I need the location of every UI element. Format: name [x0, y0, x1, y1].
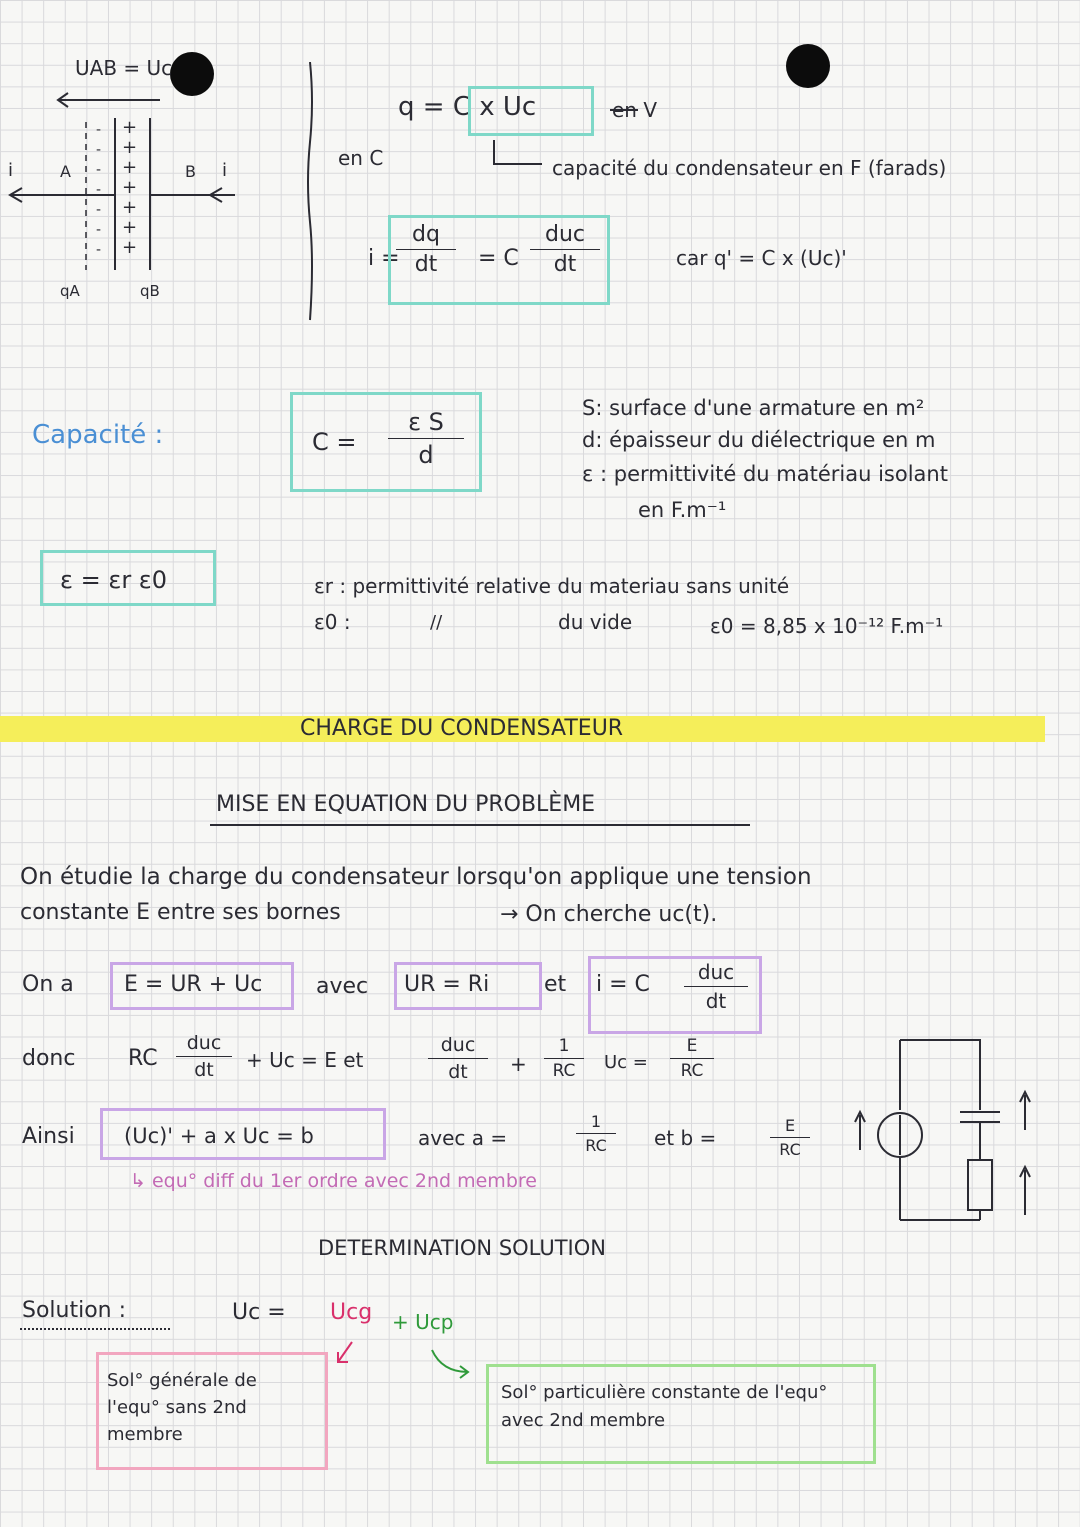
d-den: d: [418, 441, 434, 469]
s-definition: S: surface d'une armature en m²: [582, 396, 925, 420]
general-solution-box: [96, 1352, 328, 1470]
er-definition: εr : permittivité relative du materiau sans unité: [314, 574, 790, 598]
intro-line-2: constante E entre ses bornes: [20, 900, 341, 925]
donc2-duc-dt-fraction: [428, 1034, 488, 1083]
plus-uc-eq: + Uc = E et: [246, 1048, 364, 1072]
et-b: et b =: [654, 1126, 717, 1150]
solution-label: Solution :: [22, 1298, 127, 1323]
dq-num: dq: [412, 222, 440, 247]
donc2-dt-den: dt: [448, 1061, 468, 1083]
i-duc-num: duc: [697, 960, 735, 984]
b-label: B: [185, 162, 196, 181]
dt-den: dt: [414, 252, 438, 277]
capacite-note: capacité du condensateur en F (farads): [552, 156, 947, 180]
charge-formula-box: [468, 86, 594, 136]
e-equation-box: [110, 962, 294, 1010]
diff-equation-box: [100, 1108, 386, 1160]
dt-den-2: dt: [553, 252, 577, 277]
minus-signs: - - - - - - -: [96, 122, 102, 258]
ditto-mark: //: [430, 612, 443, 633]
i-dt-den: dt: [705, 989, 727, 1013]
plus-sign: +: [510, 1052, 527, 1076]
intro-line-1: On étudie la charge du condensateur lorsqu'on applique une tension: [20, 864, 812, 890]
et-1: et: [544, 972, 567, 997]
du-vide: du vide: [558, 610, 633, 634]
diff-equation: (Uc)' + a x Uc = b: [124, 1124, 314, 1148]
section-title: CHARGE DU CONDENSATEUR: [300, 716, 624, 741]
donc-dt-den: dt: [194, 1059, 214, 1081]
solution-underline: [20, 1328, 170, 1330]
e0-label: ε0 :: [314, 610, 351, 634]
plus-signs: + + + + + + +: [122, 117, 138, 258]
qa-label: qA: [60, 282, 80, 300]
ucg-term: Ucg: [330, 1300, 373, 1325]
intro-arrow: → On cherche uc(t).: [500, 902, 718, 927]
duc-num: duc: [544, 222, 585, 247]
rc-den: RC: [552, 1061, 576, 1081]
car-note: car q' = C x (Uc)': [676, 246, 847, 270]
en-c-note: en C: [338, 146, 384, 170]
eq-c: = C: [478, 246, 519, 271]
i-right-label: i: [222, 160, 228, 181]
arrow-en-v: [608, 100, 658, 120]
punch-hole-right: [786, 44, 830, 88]
eq-note: ↳ equ° diff du 1er ordre avec 2nd membre: [130, 1170, 537, 1192]
section-subtitle: MISE EN EQUATION DU PROBLÈME: [216, 792, 596, 817]
avec-1: avec: [316, 974, 369, 999]
permittivity-formula: ε = εr ε0: [60, 566, 168, 594]
i-label: i =: [368, 246, 400, 271]
b-num: E: [784, 1116, 796, 1135]
current-formula-box: [388, 215, 610, 305]
arrow-to-particular: [428, 1346, 478, 1386]
e-rc-den: RC: [680, 1061, 704, 1081]
a-label: A: [60, 162, 71, 181]
c-eq: C =: [312, 428, 357, 456]
one-num: 1: [558, 1036, 570, 1056]
a-fraction: [576, 1112, 616, 1155]
general-solution-text: Sol° générale de l'equ° sans 2nd membre: [107, 1370, 257, 1445]
e-over-rc-fraction: [670, 1036, 714, 1081]
d-definition: d: épaisseur du diélectrique en m: [582, 428, 936, 452]
qb-label: qB: [140, 282, 160, 300]
i-equation: i = C: [596, 972, 650, 997]
donc2-duc-num: duc: [440, 1034, 476, 1056]
donc: donc: [22, 1046, 76, 1071]
section-subtitle-2: DETERMINATION SOLUTION: [318, 1236, 606, 1260]
e-num: E: [686, 1036, 698, 1056]
a-num: 1: [590, 1112, 602, 1131]
capacite-label: Capacité :: [32, 420, 164, 450]
donc-duc-num: duc: [186, 1032, 222, 1054]
e0-value: ε0 = 8,85 x 10⁻¹² F.m⁻¹: [710, 614, 944, 638]
es-num: ε S: [408, 408, 444, 436]
i-equation-box: [588, 956, 762, 1034]
subtitle-underline: [210, 824, 750, 826]
rc-circuit-diagram: [840, 1000, 1040, 1240]
solution-eq: Uc =: [232, 1300, 286, 1325]
ucp-term: + Ucp: [392, 1310, 454, 1334]
i-left-label: i: [8, 160, 14, 181]
ur-equation: UR = Ri: [404, 972, 490, 997]
arrow-to-general: [332, 1338, 362, 1368]
b-den: RC: [779, 1140, 801, 1159]
en-v-note: en V: [612, 98, 658, 122]
uc-eq: Uc =: [604, 1052, 648, 1073]
arrow-capacite: [490, 138, 550, 178]
charge-formula: q = C x Uc: [398, 92, 537, 122]
e-equation: E = UR + Uc: [124, 972, 263, 997]
uab-label: UAB = Uc: [75, 56, 173, 80]
ainsi: Ainsi: [22, 1124, 75, 1149]
one-over-rc-fraction: [544, 1036, 584, 1081]
eps-definition: ε : permittivité du matériau isolant: [582, 462, 948, 486]
separator-line: [300, 62, 320, 322]
on-a: On a: [22, 972, 74, 997]
permittivity-box: [40, 550, 216, 606]
donc-duc-dt-fraction: [176, 1032, 232, 1081]
b-fraction: [770, 1116, 810, 1159]
particular-solution-box: [486, 1364, 876, 1464]
capacity-formula-box: [290, 392, 482, 492]
particular-solution-text: Sol° particulière constante de l'equ° avec 2nd membre: [501, 1382, 828, 1431]
rc-coef: RC: [128, 1046, 158, 1071]
a-den: RC: [585, 1136, 607, 1155]
ur-equation-box: [394, 962, 542, 1010]
eps-unit: en F.m⁻¹: [638, 498, 727, 522]
avec-a: avec a =: [418, 1126, 508, 1150]
